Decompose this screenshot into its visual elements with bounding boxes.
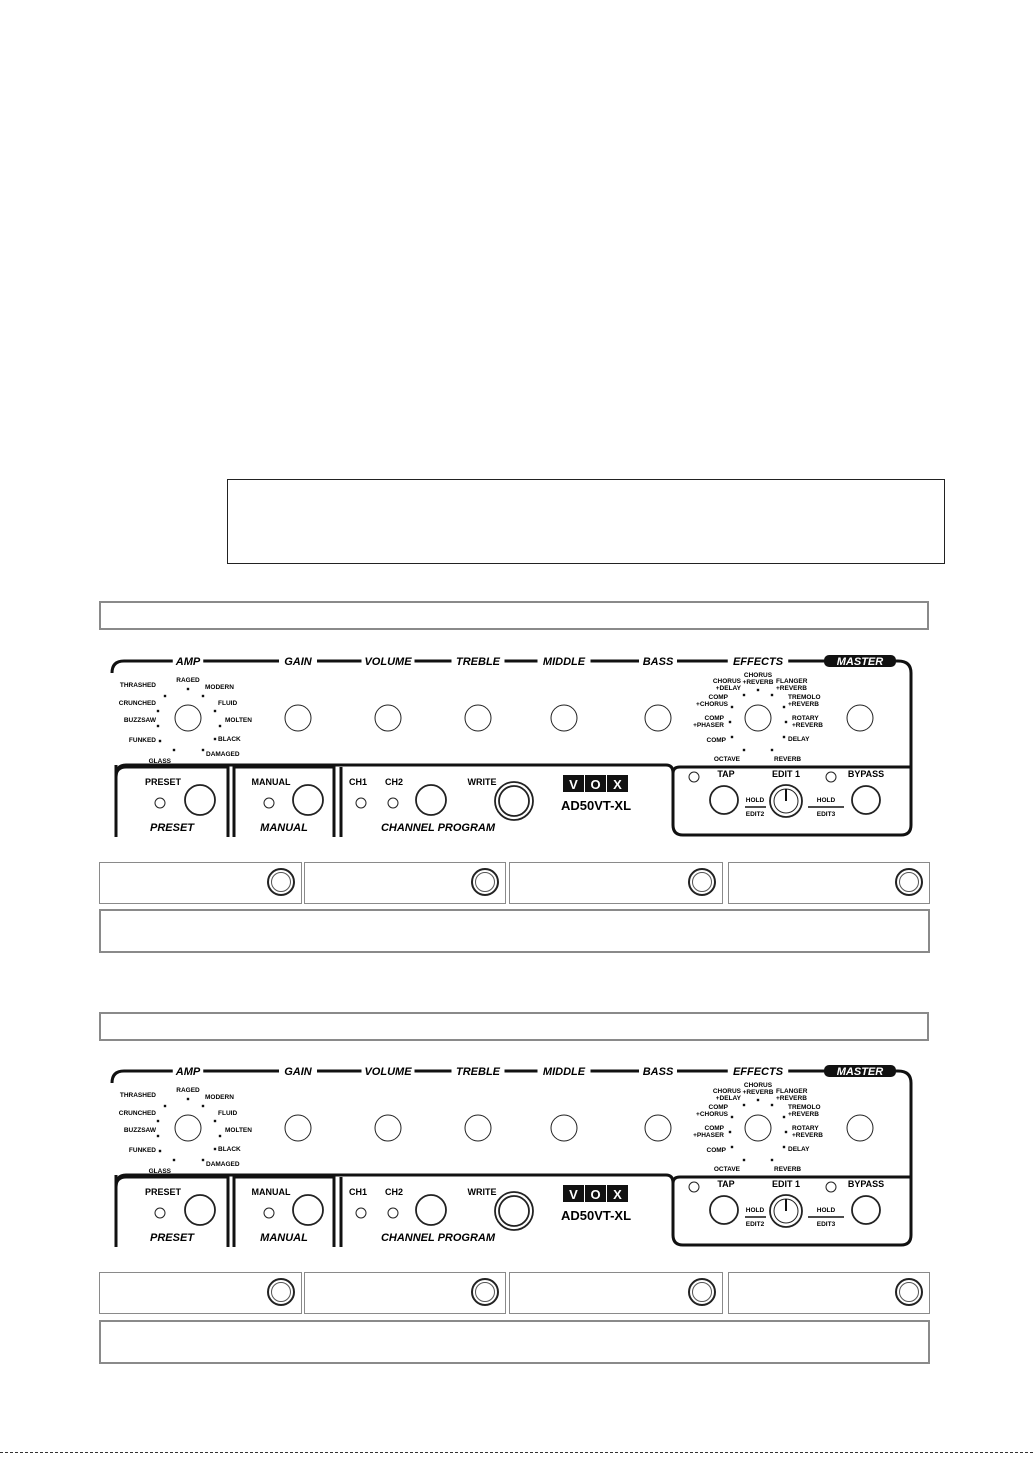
- header-label-volume: VOLUME: [364, 656, 412, 668]
- diagram-2-button-cells: [99, 1272, 930, 1314]
- effect-dot: [731, 736, 733, 738]
- amp-model-buzzsaw: BUZZSAW: [123, 1127, 156, 1134]
- amp-model-dot: [159, 740, 161, 742]
- amp-panel-2-svg: [108, 1065, 916, 1247]
- volume-knob[interactable]: [375, 705, 401, 731]
- header-label-volume: VOLUME: [364, 1066, 412, 1078]
- amp-model-dot: [157, 725, 159, 727]
- effect-tremolo-reverb-l1: TREMOLO: [788, 1104, 821, 1111]
- channel-button-icon[interactable]: [688, 1278, 716, 1306]
- cell-channel: [509, 862, 723, 904]
- effect-comp-phaser-l1: COMP: [704, 1125, 724, 1132]
- amp-model-dot: [187, 1098, 189, 1100]
- cell-write: [728, 862, 930, 904]
- note-box: [227, 479, 945, 564]
- amp-model-funked: FUNKED: [128, 1147, 156, 1154]
- amp-panel-2: [108, 1065, 916, 1247]
- header-label-effects: EFFECTS: [732, 656, 784, 668]
- effect-dot: [783, 736, 785, 738]
- effect-comp-chorus-l1: COMP: [708, 694, 728, 701]
- cell-preset: [99, 862, 302, 904]
- section-manual: MANUAL: [260, 1232, 308, 1244]
- effect-chorus-delay-l1: CHORUS: [712, 678, 741, 685]
- effect-comp-chorus-l2: +CHORUS: [696, 701, 728, 708]
- effect-chorus-reverb-l1: CHORUS: [743, 1082, 773, 1089]
- page-footer-line: [0, 1452, 1033, 1453]
- effect-dot: [731, 1116, 733, 1118]
- amp-model-dot: [214, 710, 216, 712]
- preset-button-label: PRESET: [144, 1187, 182, 1197]
- effect-chorus-delay-l2: +DELAY: [715, 685, 741, 692]
- bypass-button-label: BYPASS: [847, 1179, 885, 1189]
- header-label-master: MASTER: [836, 1066, 884, 1078]
- amp-panel-1-svg: [108, 655, 916, 837]
- amp-model-crunched: CRUNCHED: [118, 700, 156, 707]
- effect-rotary-reverb-l1: ROTARY: [792, 1125, 819, 1132]
- amp-model-dot: [219, 1135, 221, 1137]
- tap-led: [689, 1182, 699, 1192]
- preset-led: [155, 1208, 165, 1218]
- manual-button-icon[interactable]: [471, 1278, 499, 1306]
- header-label-gain: GAIN: [284, 656, 312, 668]
- ch2-label: CH2: [384, 1187, 404, 1197]
- amp-model-crunched: CRUNCHED: [118, 1110, 156, 1117]
- effect-comp: COMP: [706, 1147, 726, 1154]
- ch1-led: [356, 1208, 366, 1218]
- effect-comp-phaser-l1: COMP: [704, 715, 724, 722]
- effect-dot: [729, 1131, 731, 1133]
- header-label-master: MASTER: [836, 656, 884, 668]
- header-label-effects: EFFECTS: [732, 1066, 784, 1078]
- manual-footswitch[interactable]: [293, 785, 323, 815]
- amp-model-dot: [202, 1159, 204, 1161]
- cell-manual: [304, 1272, 506, 1314]
- middle-knob[interactable]: [551, 705, 577, 731]
- manual-button-label: MANUAL: [251, 777, 291, 787]
- amp-model-dot: [202, 749, 204, 751]
- tap-footswitch[interactable]: [710, 1196, 738, 1224]
- effect-chorus-delay-l1: CHORUS: [712, 1088, 741, 1095]
- effect-delay: DELAY: [788, 736, 810, 743]
- tap-footswitch[interactable]: [710, 786, 738, 814]
- preset-led: [155, 798, 165, 808]
- edit1-knob-label: EDIT 1: [771, 769, 801, 779]
- effect-dot: [783, 706, 785, 708]
- ch1-label: CH1: [348, 777, 368, 787]
- amp-model-black: BLACK: [218, 1146, 241, 1153]
- amp-model-dot: [214, 1120, 216, 1122]
- diagram-1-description-box: [99, 909, 930, 953]
- brand-logo-letter: X: [613, 1187, 622, 1202]
- effect-tremolo-reverb-l2: +REVERB: [788, 701, 819, 708]
- amp-model-thrashed: THRASHED: [119, 1092, 156, 1099]
- amp-model-thrashed: THRASHED: [119, 682, 156, 689]
- diagram-1-button-cells: [99, 862, 930, 904]
- edit1-knob-label: EDIT 1: [771, 1179, 801, 1189]
- header-label-amp: AMP: [175, 1066, 201, 1078]
- preset-button-icon[interactable]: [267, 1278, 295, 1306]
- amp-model-dot: [187, 688, 189, 690]
- amp-model-funked: FUNKED: [128, 737, 156, 744]
- header-label-middle: MIDDLE: [542, 656, 586, 668]
- effects-selector-knob[interactable]: [745, 705, 771, 731]
- effect-dot: [757, 689, 759, 691]
- edit3-label: EDIT3: [816, 811, 836, 818]
- header-label-treble: TREBLE: [456, 1066, 500, 1078]
- amp-model-dot: [173, 1159, 175, 1161]
- channel-button-icon[interactable]: [688, 868, 716, 896]
- amp-model-dot: [164, 695, 166, 697]
- brand-logo-letter: V: [569, 1187, 578, 1202]
- amp-model-dot: [173, 749, 175, 751]
- effect-dot: [743, 1159, 745, 1161]
- effect-chorus-reverb-l2: +REVERB: [742, 679, 774, 686]
- write-footswitch[interactable]: [499, 786, 529, 816]
- effect-reverb: REVERB: [774, 756, 802, 763]
- manual-button-icon[interactable]: [471, 868, 499, 896]
- amp-model-dot: [219, 725, 221, 727]
- manual-footswitch[interactable]: [293, 1195, 323, 1225]
- preset-footswitch[interactable]: [185, 1195, 215, 1225]
- bypass-footswitch[interactable]: [852, 786, 880, 814]
- amp-model-dot: [202, 1105, 204, 1107]
- middle-knob[interactable]: [551, 1115, 577, 1141]
- amp-model-dot: [157, 710, 159, 712]
- effect-dot: [731, 1146, 733, 1148]
- amp-selector-knob[interactable]: [175, 1115, 201, 1141]
- effect-reverb: REVERB: [774, 1166, 802, 1173]
- tap-led: [689, 772, 699, 782]
- gain-knob[interactable]: [285, 1115, 311, 1141]
- amp-model-fluid: FLUID: [218, 700, 238, 707]
- effect-chorus-reverb-l1: CHORUS: [743, 672, 773, 679]
- hold-label-left: HOLD: [745, 797, 765, 804]
- header-label-middle: MIDDLE: [542, 1066, 586, 1078]
- ch2-led: [388, 798, 398, 808]
- effect-comp: COMP: [706, 737, 726, 744]
- effect-comp-chorus-l2: +CHORUS: [696, 1111, 728, 1118]
- channel-footswitch[interactable]: [416, 1195, 446, 1225]
- preset-button-label: PRESET: [144, 777, 182, 787]
- write-button-label: WRITE: [467, 1187, 497, 1197]
- master-knob[interactable]: [847, 705, 873, 731]
- amp-model-damaged: DAMAGED: [206, 751, 240, 758]
- ch1-label: CH1: [348, 1187, 368, 1197]
- effect-dot: [731, 706, 733, 708]
- amp-model-modern: MODERN: [205, 1094, 234, 1101]
- write-button-icon[interactable]: [895, 868, 923, 896]
- diagram-2-description-box: [99, 1320, 930, 1364]
- channel-footswitch[interactable]: [416, 785, 446, 815]
- effect-flanger-reverb-l1: FLANGER: [776, 1088, 808, 1095]
- amp-model-buzzsaw: BUZZSAW: [123, 717, 156, 724]
- bass-knob[interactable]: [645, 705, 671, 731]
- cell-preset: [99, 1272, 302, 1314]
- brand-logo-letter: O: [590, 777, 601, 792]
- amp-model-black: BLACK: [218, 736, 241, 743]
- amp-model-dot: [202, 695, 204, 697]
- bypass-led: [826, 1182, 836, 1192]
- amp-model-molten: MOLTEN: [225, 717, 252, 724]
- section-manual: MANUAL: [260, 822, 308, 834]
- ch1-led: [356, 798, 366, 808]
- effect-tremolo-reverb-l1: TREMOLO: [788, 694, 821, 701]
- model-name: AD50VT-XL: [560, 1208, 632, 1223]
- amp-model-glass: GLASS: [148, 758, 171, 765]
- amp-model-glass: GLASS: [148, 1168, 171, 1175]
- header-label-bass: BASS: [642, 1066, 674, 1078]
- manual-button-label: MANUAL: [251, 1187, 291, 1197]
- bass-knob[interactable]: [645, 1115, 671, 1141]
- bypass-button-label: BYPASS: [847, 769, 885, 779]
- effect-flanger-reverb-l2: +REVERB: [776, 1095, 807, 1102]
- effect-dot: [785, 721, 787, 723]
- write-footswitch[interactable]: [499, 1196, 529, 1226]
- amp-model-dot: [164, 1105, 166, 1107]
- effect-dot: [757, 1099, 759, 1101]
- cell-manual: [304, 862, 506, 904]
- write-button-label: WRITE: [467, 777, 497, 787]
- amp-model-dot: [157, 1135, 159, 1137]
- effect-dot: [771, 1159, 773, 1161]
- volume-knob[interactable]: [375, 1115, 401, 1141]
- effect-rotary-reverb-l2: +REVERB: [792, 1132, 823, 1139]
- brand-logo-letter: V: [569, 777, 578, 792]
- hold-label-left: HOLD: [745, 1207, 765, 1214]
- effect-dot: [771, 1104, 773, 1106]
- amp-selector-knob[interactable]: [175, 705, 201, 731]
- hold-label-right: HOLD: [816, 797, 836, 804]
- brand-logo-letter: X: [613, 777, 622, 792]
- amp-model-dot: [159, 1150, 161, 1152]
- edit2-label: EDIT2: [745, 1221, 765, 1228]
- amp-model-modern: MODERN: [205, 684, 234, 691]
- write-button-icon[interactable]: [895, 1278, 923, 1306]
- manual-led: [264, 1208, 274, 1218]
- preset-footswitch[interactable]: [185, 785, 215, 815]
- amp-model-damaged: DAMAGED: [206, 1161, 240, 1168]
- effect-dot: [783, 1116, 785, 1118]
- ch2-label: CH2: [384, 777, 404, 787]
- effect-flanger-reverb-l2: +REVERB: [776, 685, 807, 692]
- amp-model-raged: RAGED: [176, 1087, 200, 1094]
- effect-comp-phaser-l2: +PHASER: [693, 722, 724, 729]
- amp-model-fluid: FLUID: [218, 1110, 238, 1117]
- effect-dot: [729, 721, 731, 723]
- manual-led: [264, 798, 274, 808]
- hold-label-right: HOLD: [816, 1207, 836, 1214]
- ch2-led: [388, 1208, 398, 1218]
- diagram-1-title-bar: [99, 601, 929, 630]
- model-name: AD50VT-XL: [560, 798, 632, 813]
- amp-model-raged: RAGED: [176, 677, 200, 684]
- effect-dot: [783, 1146, 785, 1148]
- section-preset: PRESET: [149, 1232, 195, 1244]
- effects-selector-knob[interactable]: [745, 1115, 771, 1141]
- effect-chorus-reverb-l2: +REVERB: [742, 1089, 774, 1096]
- amp-model-dot: [214, 738, 216, 740]
- header-label-bass: BASS: [642, 656, 674, 668]
- amp-model-molten: MOLTEN: [225, 1127, 252, 1134]
- master-knob[interactable]: [847, 1115, 873, 1141]
- effect-chorus-delay-l2: +DELAY: [715, 1095, 741, 1102]
- effect-rotary-reverb-l1: ROTARY: [792, 715, 819, 722]
- bypass-led: [826, 772, 836, 782]
- effect-comp-phaser-l2: +PHASER: [693, 1132, 724, 1139]
- header-label-gain: GAIN: [284, 1066, 312, 1078]
- header-label-treble: TREBLE: [456, 656, 500, 668]
- section-preset: PRESET: [149, 822, 195, 834]
- amp-model-dot: [214, 1148, 216, 1150]
- tap-button-label: TAP: [717, 1179, 735, 1189]
- effect-flanger-reverb-l1: FLANGER: [776, 678, 808, 685]
- effect-dot: [785, 1131, 787, 1133]
- effect-dot: [743, 694, 745, 696]
- diagram-2-title-bar: [99, 1012, 929, 1041]
- brand-logo-letter: O: [590, 1187, 601, 1202]
- effect-octave: OCTAVE: [713, 1166, 740, 1173]
- header-label-amp: AMP: [175, 656, 201, 668]
- edit3-label: EDIT3: [816, 1221, 836, 1228]
- section-channel-program: CHANNEL PROGRAM: [380, 822, 496, 834]
- bypass-footswitch[interactable]: [852, 1196, 880, 1224]
- treble-knob[interactable]: [465, 1115, 491, 1141]
- effect-comp-chorus-l1: COMP: [708, 1104, 728, 1111]
- cell-write: [728, 1272, 930, 1314]
- edit2-label: EDIT2: [745, 811, 765, 818]
- effect-dot: [771, 749, 773, 751]
- gain-knob[interactable]: [285, 705, 311, 731]
- effect-dot: [743, 1104, 745, 1106]
- preset-button-icon[interactable]: [267, 868, 295, 896]
- effect-delay: DELAY: [788, 1146, 810, 1153]
- effect-octave: OCTAVE: [713, 756, 740, 763]
- effect-tremolo-reverb-l2: +REVERB: [788, 1111, 819, 1118]
- section-channel-program: CHANNEL PROGRAM: [380, 1232, 496, 1244]
- effect-rotary-reverb-l2: +REVERB: [792, 722, 823, 729]
- cell-channel: [509, 1272, 723, 1314]
- amp-panel-1: [108, 655, 916, 837]
- effect-dot: [771, 694, 773, 696]
- treble-knob[interactable]: [465, 705, 491, 731]
- amp-model-dot: [157, 1120, 159, 1122]
- tap-button-label: TAP: [717, 769, 735, 779]
- effect-dot: [743, 749, 745, 751]
